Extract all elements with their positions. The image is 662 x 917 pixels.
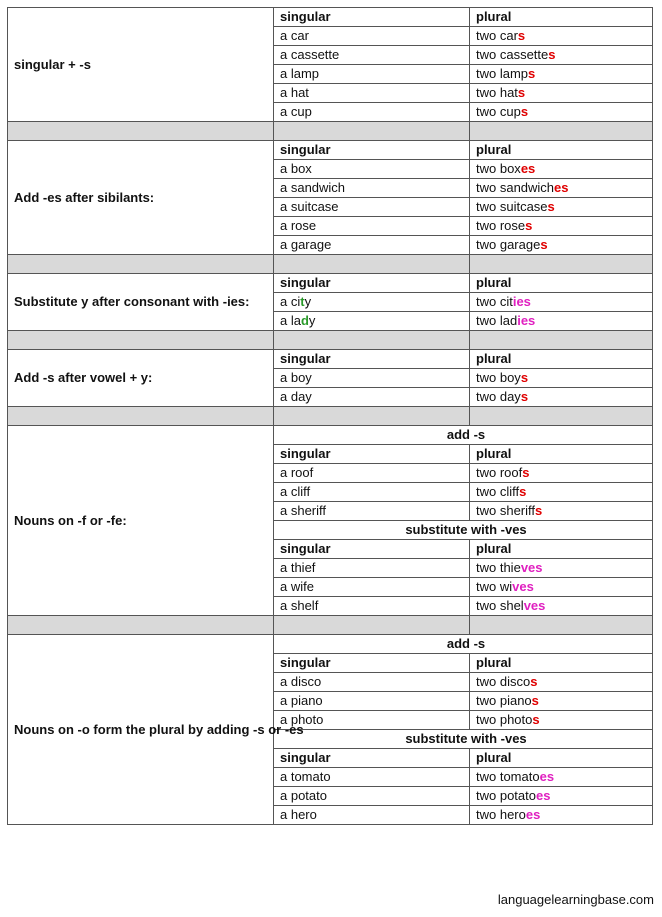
plural-cell: two sandwiches bbox=[470, 179, 653, 198]
column-header-singular: singular bbox=[274, 141, 470, 160]
table-row bbox=[8, 635, 653, 654]
footer-site-name: languagelearningbase.com bbox=[497, 892, 654, 907]
singular-cell: a day bbox=[274, 388, 470, 407]
plural-cell: two photos bbox=[470, 711, 653, 730]
plural-suffix: s bbox=[532, 712, 540, 727]
plural-cell: two suitcases bbox=[470, 198, 653, 217]
singular-cell: a photo bbox=[274, 711, 470, 730]
plural-suffix: es bbox=[554, 180, 569, 195]
column-header-singular: singular bbox=[274, 350, 470, 369]
plural-cell: two lamps bbox=[470, 65, 653, 84]
plural-cell: two hats bbox=[470, 84, 653, 103]
plural-suffix: s bbox=[531, 693, 539, 708]
plural-suffix: s bbox=[547, 199, 555, 214]
column-header-singular: singular bbox=[274, 8, 470, 27]
subheading-add-s: add -s bbox=[274, 426, 653, 445]
plural-suffix: s bbox=[528, 66, 536, 81]
singular-cell: a roof bbox=[274, 464, 470, 483]
plural-rules-table bbox=[7, 7, 653, 825]
singular-cell: a cup bbox=[274, 103, 470, 122]
singular-cell: a shelf bbox=[274, 597, 470, 616]
plural-suffix: ves bbox=[523, 598, 546, 613]
rule-label: Nouns on -o form the plural by adding -s or -es bbox=[8, 635, 274, 825]
singular-cell: a lamp bbox=[274, 65, 470, 84]
singular-cell: a city bbox=[274, 293, 470, 312]
plural-suffix: ies bbox=[517, 313, 536, 328]
subheading-ves: substitute with -ves bbox=[274, 521, 653, 540]
subheading-add-s: add -s bbox=[274, 635, 653, 654]
singular-cell: a hat bbox=[274, 84, 470, 103]
column-header-plural: plural bbox=[470, 350, 653, 369]
separator-row bbox=[8, 255, 653, 274]
singular-cell: a thief bbox=[274, 559, 470, 578]
column-header-plural: plural bbox=[470, 540, 653, 559]
consonant-highlight: t bbox=[300, 294, 305, 309]
plural-cell: two tomatoes bbox=[470, 768, 653, 787]
table-row bbox=[8, 141, 653, 160]
plural-suffix: es bbox=[520, 161, 536, 176]
column-header-plural: plural bbox=[470, 141, 653, 160]
plural-suffix: s bbox=[520, 104, 529, 119]
plural-cell: two cities bbox=[470, 293, 653, 312]
subheading-ves: substitute with -ves bbox=[274, 730, 653, 749]
plural-cell: two potatoes bbox=[470, 787, 653, 806]
plural-suffix: s bbox=[517, 28, 526, 43]
plural-cell: two days bbox=[470, 388, 653, 407]
plural-suffix: es bbox=[536, 788, 551, 803]
plural-cell: two garages bbox=[470, 236, 653, 255]
plural-cell: two shelves bbox=[470, 597, 653, 616]
plural-suffix: s bbox=[548, 47, 556, 62]
column-header-singular: singular bbox=[274, 749, 470, 768]
singular-cell: a car bbox=[274, 27, 470, 46]
column-header-plural: plural bbox=[470, 749, 653, 768]
rule-label: Substitute y after consonant with -ies: bbox=[8, 274, 274, 331]
plural-suffix: es bbox=[525, 807, 541, 822]
column-header-plural: plural bbox=[470, 654, 653, 673]
rule-label: Add -es after sibilants: bbox=[8, 141, 274, 255]
plural-suffix: ves bbox=[520, 560, 543, 575]
singular-cell: a box bbox=[274, 160, 470, 179]
table-row bbox=[8, 274, 653, 293]
plural-suffix: s bbox=[520, 370, 529, 385]
singular-cell: a tomato bbox=[274, 768, 470, 787]
separator-row bbox=[8, 616, 653, 635]
plural-suffix: ies bbox=[512, 294, 531, 309]
singular-cell: a disco bbox=[274, 673, 470, 692]
column-header-plural: plural bbox=[470, 445, 653, 464]
plural-cell: two cliffs bbox=[470, 483, 653, 502]
singular-cell: a sheriff bbox=[274, 502, 470, 521]
singular-cell: a wife bbox=[274, 578, 470, 597]
plural-suffix: es bbox=[539, 769, 555, 784]
table-row bbox=[8, 8, 653, 27]
plural-cell: two roofs bbox=[470, 464, 653, 483]
rule-label: Nouns on -f or -fe: bbox=[8, 426, 274, 616]
separator-row bbox=[8, 407, 653, 426]
plural-cell: two pianos bbox=[470, 692, 653, 711]
singular-cell: a cassette bbox=[274, 46, 470, 65]
table-row bbox=[8, 350, 653, 369]
singular-cell: a piano bbox=[274, 692, 470, 711]
plural-suffix: ves bbox=[512, 579, 534, 594]
plural-suffix: s bbox=[517, 85, 526, 100]
plural-cell: two sheriffs bbox=[470, 502, 653, 521]
plural-cell: two discos bbox=[470, 673, 653, 692]
singular-cell: a suitcase bbox=[274, 198, 470, 217]
plural-cell: two cassettes bbox=[470, 46, 653, 65]
plural-suffix: s bbox=[520, 389, 529, 404]
plural-suffix: s bbox=[525, 218, 533, 233]
plural-suffix: s bbox=[522, 465, 530, 480]
plural-cell: two cars bbox=[470, 27, 653, 46]
column-header-plural: plural bbox=[470, 274, 653, 293]
plural-suffix: s bbox=[535, 503, 543, 518]
singular-cell: a cliff bbox=[274, 483, 470, 502]
column-header-singular: singular bbox=[274, 654, 470, 673]
plural-suffix: s bbox=[519, 484, 527, 499]
column-header-singular: singular bbox=[274, 445, 470, 464]
singular-cell: a sandwich bbox=[274, 179, 470, 198]
plural-suffix: s bbox=[530, 674, 538, 689]
singular-cell: a boy bbox=[274, 369, 470, 388]
plural-cell: two ladies bbox=[470, 312, 653, 331]
singular-cell: a potato bbox=[274, 787, 470, 806]
separator-row bbox=[8, 331, 653, 350]
plural-cell: two heroes bbox=[470, 806, 653, 825]
plural-cell: two cups bbox=[470, 103, 653, 122]
singular-cell: a rose bbox=[274, 217, 470, 236]
singular-cell: a garage bbox=[274, 236, 470, 255]
rule-label: singular + -s bbox=[8, 8, 274, 122]
plural-suffix: s bbox=[540, 237, 548, 252]
column-header-singular: singular bbox=[274, 274, 470, 293]
table-row bbox=[8, 426, 653, 445]
singular-cell: a hero bbox=[274, 806, 470, 825]
plural-cell: two boys bbox=[470, 369, 653, 388]
plural-cell: two boxes bbox=[470, 160, 653, 179]
separator-row bbox=[8, 122, 653, 141]
plural-cell: two roses bbox=[470, 217, 653, 236]
rule-label: Add -s after vowel + y: bbox=[8, 350, 274, 407]
consonant-highlight: d bbox=[300, 313, 309, 328]
column-header-singular: singular bbox=[274, 540, 470, 559]
plural-cell: two thieves bbox=[470, 559, 653, 578]
singular-cell: a lady bbox=[274, 312, 470, 331]
column-header-plural: plural bbox=[470, 8, 653, 27]
plural-cell: two wives bbox=[470, 578, 653, 597]
